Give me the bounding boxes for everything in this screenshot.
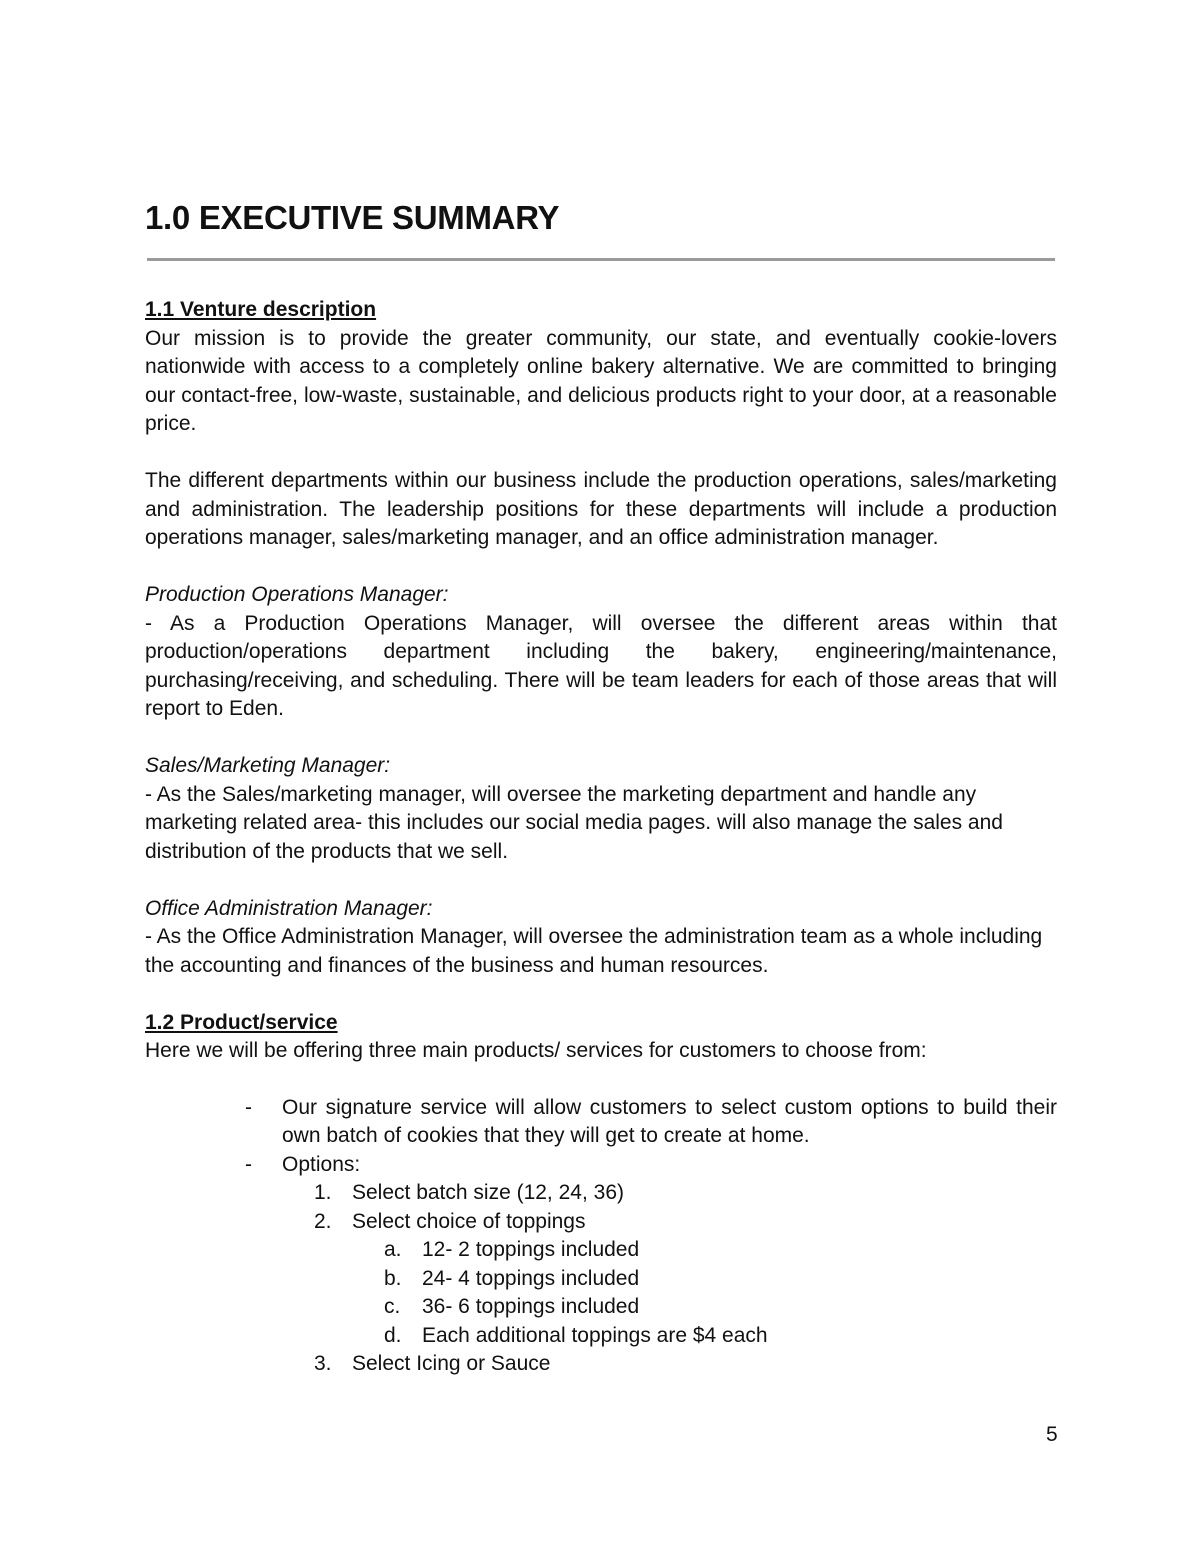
topping-marker: a. (384, 1238, 402, 1261)
topping-marker: c. (384, 1295, 401, 1318)
role-text-sales: - As the Sales/marketing manager, will oversee the marketing department and handle any marketing related area- this includes our social media pages. will also manage the sales and distribution of the products that we sell. (145, 782, 1003, 863)
product-bullet-list (145, 1094, 1057, 1379)
topping-text: 12- 2 toppings included (422, 1238, 640, 1261)
page-number: 5 (1046, 1423, 1058, 1446)
product-heading: 1.2 Product/service (145, 1010, 338, 1034)
step-marker: 3. (314, 1352, 332, 1375)
step-marker: 2. (314, 1209, 332, 1233)
topping-text: 36- 6 toppings included (422, 1295, 640, 1318)
step-text: Select choice of toppings (352, 1209, 586, 1233)
role-title-production: Production Operations Manager: (145, 583, 449, 606)
venture-heading: 1.1 Venture description (145, 298, 377, 321)
options-label: Options: (282, 1152, 361, 1176)
page-content (145, 296, 1057, 1379)
list-item (384, 1265, 1057, 1294)
bullet-marker: - (245, 1152, 252, 1176)
role-title-office: Office Administration Manager: (145, 896, 433, 920)
topping-marker: d. (384, 1323, 402, 1347)
list-item (314, 1208, 1057, 1351)
topping-marker: b. (384, 1266, 402, 1290)
step-text: Select batch size (12, 24, 36) (352, 1181, 624, 1204)
product-intro: Here we will be offering three main products/ services for customers to choose from: (145, 1039, 927, 1062)
role-text-office: - As the Office Administration Manager, will oversee the administration team as a whole including the accounting and finances of the business and human resources. (145, 925, 1043, 977)
mission-paragraph: Our mission is to provide the greater community, our state, and eventually cookie-lovers nationwide with access to a completely online bakery alternative. We are committed to bringing our contact-free, low-waste, sustainable, and delicious products right to your door, at a reasonable price. (145, 326, 1057, 435)
list-item (384, 1293, 1057, 1322)
toppings-list (352, 1236, 1057, 1350)
list-item (384, 1236, 1057, 1265)
list-item (245, 1094, 1057, 1151)
list-item (384, 1322, 1057, 1351)
options-list (282, 1179, 1057, 1379)
list-item (245, 1151, 1057, 1379)
step-text: Select Icing or Sauce (352, 1352, 551, 1375)
step-marker: 1. (314, 1181, 332, 1204)
topping-text: Each additional toppings are $4 each (422, 1323, 768, 1347)
role-title-sales: Sales/Marketing Manager: (145, 754, 391, 777)
topping-text: 24- 4 toppings included (422, 1266, 640, 1290)
title-divider (147, 258, 1055, 261)
bullet-marker: - (245, 1095, 252, 1119)
role-text-production: - As a Production Operations Manager, will oversee the different areas within that production/operations department including the bakery, engineering/maintenance, purchasing/receiving, and scheduling. There will be team leaders for each of those areas that will report to Eden. (145, 611, 1057, 720)
section-title: 1.0 EXECUTIVE SUMMARY (145, 199, 560, 236)
departments-paragraph: The different departments within our business include the production operations, sales/marketing and administration. The leadership positions for these departments will include a production operations manager, sales/marketing manager, and an office administration manager. (145, 469, 1057, 549)
list-item (314, 1179, 1057, 1208)
signature-service-text: Our signature service will allow customers to select custom options to build their own batch of cookies that they will get to create at home. (282, 1095, 1057, 1147)
list-item (314, 1350, 1057, 1379)
